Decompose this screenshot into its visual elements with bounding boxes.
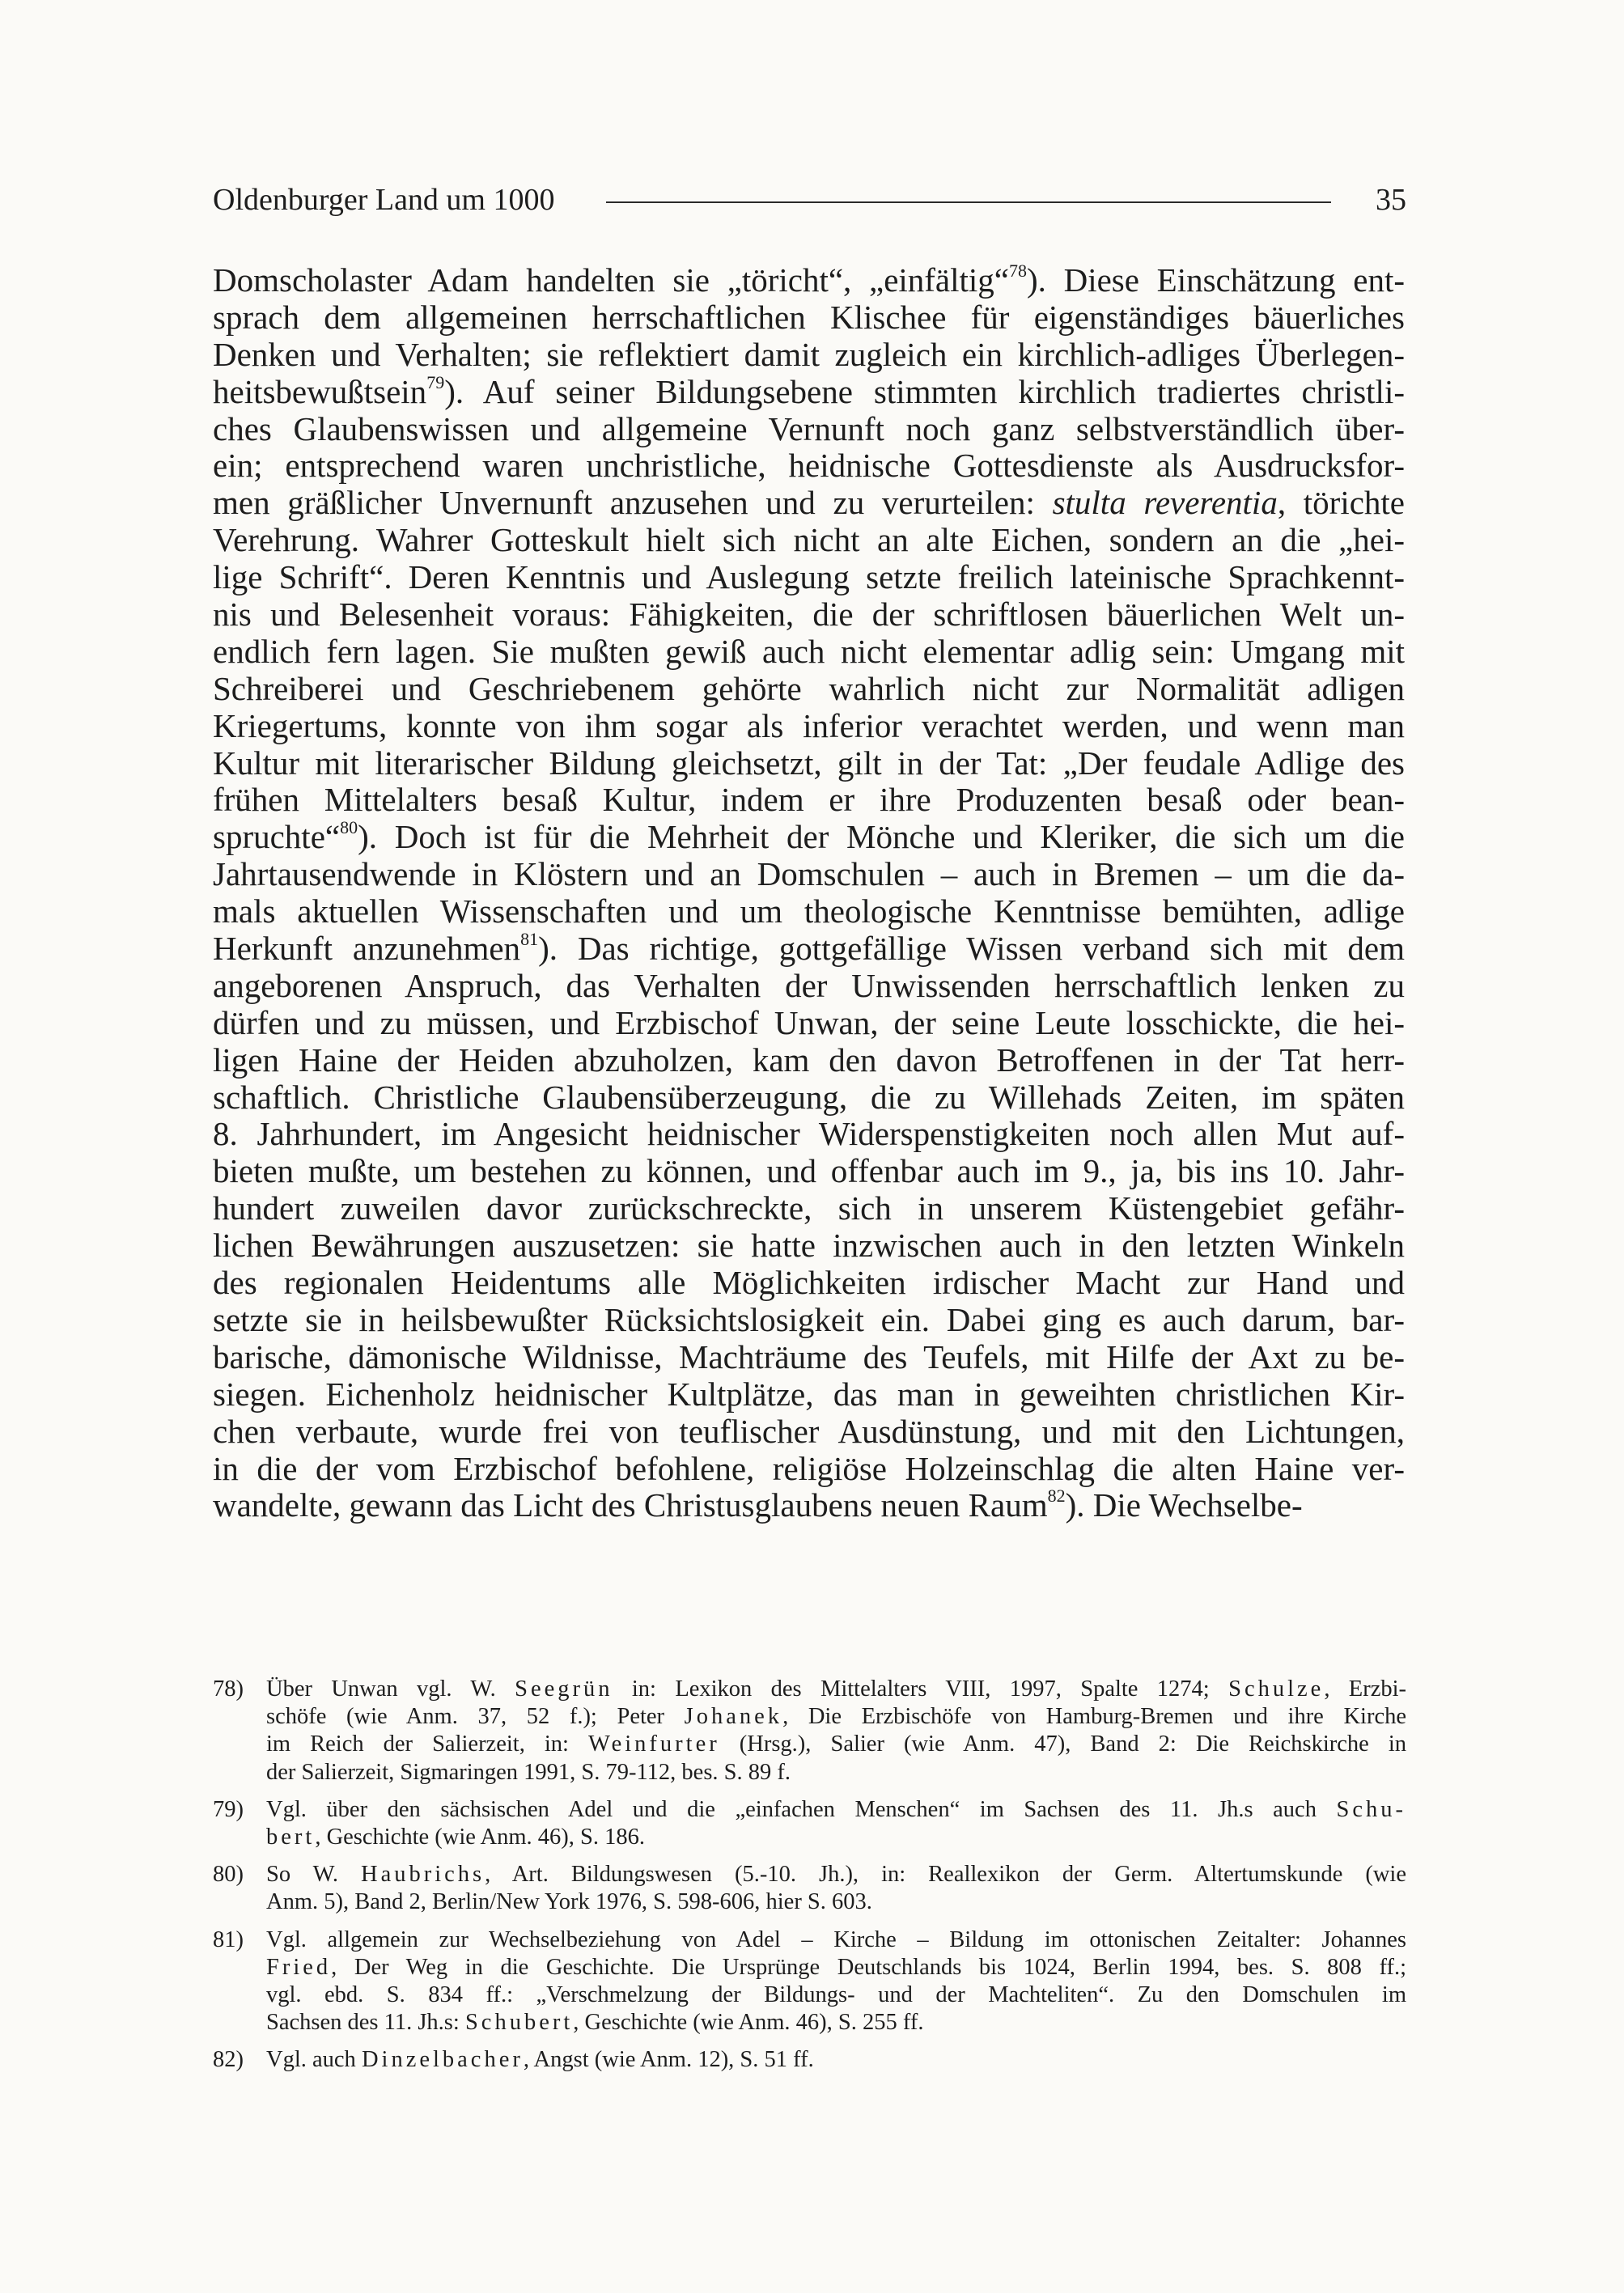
footnote-ref-79[interactable]: 79 (426, 371, 445, 392)
text-line: lige Schrift“. Deren Kenntnis und Auslegung setzte freilich lateinische Sprachkennt- (213, 558, 1405, 596)
text-line: frühen Mittelalters besaß Kultur, indem er ihre Produzenten besaß oder bean- (213, 781, 1405, 819)
author-name: Schu- (1336, 1796, 1407, 1822)
footnotes (213, 1676, 1406, 2083)
author-name: Fried (266, 1954, 332, 1980)
footnote-ref-82[interactable]: 82 (1047, 1486, 1066, 1507)
text-line: ein; entsprechend waren unchristliche, heidnische Gottesdienste als Ausdrucksfor- (213, 447, 1405, 485)
author-name: Weinfurter (588, 1731, 720, 1757)
text-line: bieten mußte, um bestehen zu können, und offenbar auch im 9., ja, bis ins 10. Jahr- (213, 1152, 1405, 1190)
footnote-number: 81) (213, 1926, 244, 1952)
text-line: ches Glaubenswissen und allgemeine Vernunft noch ganz selbstverständlich über- (213, 409, 1405, 447)
author-name: Haubrichs (361, 1862, 486, 1888)
page-number: 35 (1376, 183, 1406, 217)
text-line: men gräßlicher Unvernunft anzusehen und zu verurteilen: stulta reverentia, törichte (213, 484, 1405, 522)
text-line: chen verbaute, wurde frei von teuflischer Ausdünstung, und mit den Lichtungen, (213, 1412, 1405, 1450)
text-line: Denken und Verhalten; sie reflektiert damit zugleich ein kirchlich-adliges Überlegen- (213, 335, 1405, 373)
text-line: siegen. Eichenholz heidnischer Kultplätze, das man in geweihten christlichen Kir- (213, 1375, 1405, 1413)
text-line: Verehrung. Wahrer Gotteskult hielt sich nicht an alte Eichen, sondern an die „hei- (213, 521, 1405, 559)
text-line: dürfen und zu müssen, und Erzbischof Unwan, der seine Leute losschickte, die hei- (213, 1003, 1405, 1041)
text-line: in die der vom Erzbischof befohlene, religiöse Holzeinschlag die alten Haine ver- (213, 1449, 1405, 1487)
text-line: heitsbewußtsein$^{79}$). Auf seiner Bildungsebene stimmten kirchlich tradiertes christli- (213, 371, 1405, 410)
footnote-number: 82) (213, 2047, 244, 2073)
footnote-78: 78) Über Unwan vgl. W. Seegrün in: Lexikon des Mittelalters VIII, 1997, Spalte 1274; Schulze, Erzbi- schöfe (wie Anm. 37, 52 f.); Peter Johanek, Die Erzbischöfe von Hamburg-Bremen und ihre Kirche im Reich der Salierzeit, in: Weinfurter (Hrsg.), Salier (wie Anm. 47), Band 2: Die Reichskirche in der Salierzeit, Sigmaringen 1991, S. 79-112, bes. S. 89 f. (213, 1676, 1407, 1785)
running-title: Oldenburger Land um 1000 (213, 183, 555, 217)
text-line: Kriegertums, konnte von ihm sogar als inferior verachtet werden, und wenn man (213, 706, 1405, 744)
author-name: Dinzelbacher (361, 2047, 524, 2073)
footnote-ref-78[interactable]: 78 (1009, 261, 1027, 281)
text-line: wandelte, gewann das Licht des Christusglaubens neuen Raum$^{82}$). Die Wechselbe- (213, 1486, 1303, 1524)
footnote-80: 80) So W. Haubrichs, Art. Bildungswesen (5.-10. Jh.), in: Reallexikon der Germ. Altertumskunde (wie Anm. 5), Band 2, Berlin/New York 1976, S. 598-606, hier S. 603. (213, 1862, 1406, 1915)
text-line: Herkunft anzunehmen$^{81}$). Das richtige, gottgefällige Wissen verband sich mit dem (213, 929, 1406, 968)
text-line: des regionalen Heidentums alle Möglichkeiten irdischer Macht zur Hand und (213, 1264, 1405, 1302)
footnote-number: 79) (213, 1796, 244, 1822)
text-line: sprach dem allgemeinen herrschaftlichen Klischee für eigenständiges bäuerliches (213, 298, 1405, 336)
text-line: 8. Jahrhundert, im Angesicht heidnischer Widerspenstigkeiten noch allen Mut auf- (213, 1115, 1405, 1153)
text-line: endlich fern lagen. Sie mußten gewiß auch nicht elementar adlig sein: Umgang mit (213, 632, 1405, 670)
text-line: Domscholaster Adam handelten sie „töricht“, „einfältig“$^{78}$). Diese Einschätzung ent- (213, 261, 1405, 299)
text-line: schaftlich. Christliche Glaubensüberzeugung, die zu Willehads Zeiten, im späten (213, 1078, 1405, 1116)
latin-quote: stulta reverentia (1052, 484, 1278, 522)
footnote-82: 82) Vgl. auch Dinzelbacher, Angst (wie Anm. 12), S. 51 ff. (213, 2046, 1406, 2074)
text-line: mals aktuellen Wissenschaften und um theologische Kenntnisse bemühten, adlige (213, 892, 1405, 930)
footnote-ref-81[interactable]: 81 (520, 929, 539, 950)
text-line: hundert zuweilen davor zurückschreckte, sich in unserem Küstengebiet gefähr- (213, 1189, 1405, 1227)
text-line: setzte sie in heilsbewußter Rücksichtslosigkeit ein. Dabei ging es auch darum, bar- (213, 1300, 1405, 1338)
author-name: Johanek (684, 1704, 783, 1730)
text-line: spruchte“$^{80}$). Doch ist für die Mehrheit der Mönche und Kleriker, die sich um die (213, 817, 1405, 856)
text-line: Schreiberei und Geschriebenem gehörte wahrlich nicht zur Normalität adligen (213, 669, 1405, 707)
author-name: bert (266, 1824, 316, 1850)
header-rule (606, 201, 1331, 203)
footnote-ref-80[interactable]: 80 (340, 817, 358, 838)
footnote-81: 81) Vgl. allgemein zur Wechselbeziehung von Adel – Kirche – Bildung im ottonischen Zeitalter: Johannes Fried, Der Weg in die Geschichte. Die Ursprünge Deutschlands bis 1024, Berlin 1994, bes. S. 808 ff.; vgl. ebd. S. 834 ff.: „Verschmelzung der Bildungs- und der Machteliten“. Zu den Domschulen im Sachsen des 11. Jh.s: Schubert, Geschichte (wie Anm. 46), S. 255 ff. (213, 1926, 1406, 2036)
text-line: ligen Haine der Heiden abzuholzen, kam den davon Betroffenen in der Tat herr- (213, 1041, 1405, 1079)
main-text (213, 262, 1405, 1524)
text-line: Kultur mit literarischer Bildung gleichsetzt, gilt in der Tat: „Der feudale Adlige des (213, 744, 1405, 782)
footnote-number: 78) (213, 1676, 244, 1702)
text-line: nis und Belesenheit voraus: Fähigkeiten, die der schriftlosen bäuerlichen Welt un- (213, 596, 1405, 634)
footnote-79: 79) Vgl. über den sächsischen Adel und die „einfachen Menschen“ im Sachsen des 11. Jh.s auch Schu- bert, Geschichte (wie Anm. 46), S. 186. (213, 1796, 1407, 1850)
text-line: lichen Bewährungen auszusetzen: sie hatte inzwischen auch in den letzten Winkeln (213, 1227, 1405, 1265)
text-line: Jahrtausendwende in Klöstern und an Domschulen – auch in Bremen – um die da- (213, 855, 1405, 893)
author-name: Schulze (1228, 1676, 1325, 1702)
running-header (213, 180, 1406, 220)
text-line: barische, dämonische Wildnisse, Machträume des Teufels, mit Hilfe der Axt zu be- (213, 1337, 1405, 1375)
author-name: Seegrün (515, 1676, 613, 1702)
author-name: Schubert (464, 2010, 574, 2036)
footnote-number: 80) (213, 1862, 244, 1888)
text-line: angeborenen Anspruch, das Verhalten der Unwissenden herrschaftlich lenken zu (213, 966, 1405, 1004)
